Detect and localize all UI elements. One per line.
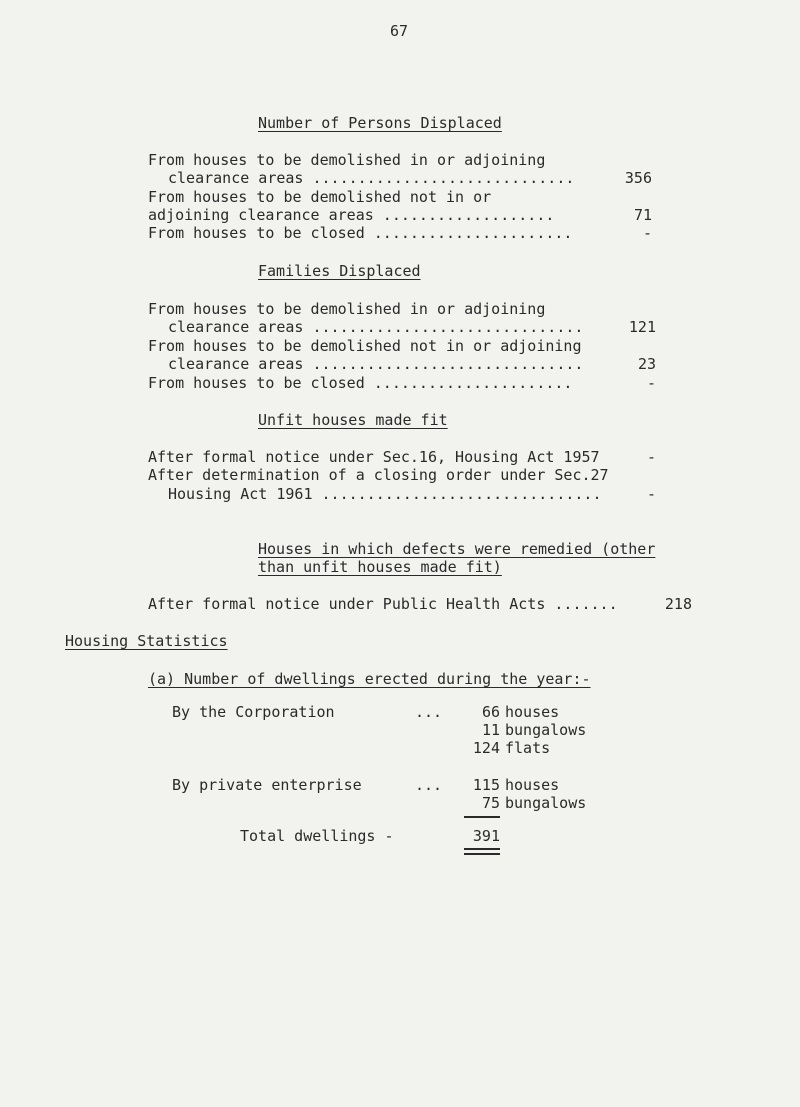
families-row-3-value: - bbox=[646, 374, 656, 392]
page-number: 67 bbox=[390, 22, 409, 40]
unfit-row-1-line1: After formal notice under Sec.16, Housing Act 1957 bbox=[148, 448, 600, 466]
total-double-rule-bottom bbox=[464, 853, 500, 855]
private-type-1: houses bbox=[505, 776, 560, 794]
total-label: Total dwellings - bbox=[240, 827, 394, 845]
corporation-count-1: 66 bbox=[481, 703, 500, 721]
families-row-3-line1: From houses to be closed ...................... bbox=[148, 374, 573, 392]
remedied-row-value: 218 bbox=[664, 595, 692, 613]
persons-row-3-line1: From houses to be closed ...................... bbox=[148, 224, 573, 242]
families-heading: Families Displaced bbox=[258, 262, 421, 280]
private-count-1: 115 bbox=[472, 776, 500, 794]
persons-row-1-value: 356 bbox=[624, 169, 652, 187]
subtotal-rule bbox=[464, 816, 500, 818]
persons-row-3-value: - bbox=[642, 224, 652, 242]
persons-row-2-line2: adjoining clearance areas ................... bbox=[148, 206, 555, 224]
remedied-heading-line1: Houses in which defects were remedied (other bbox=[258, 540, 656, 558]
total-double-rule-top bbox=[464, 848, 500, 850]
housing-subheading: (a) Number of dwellings erected during the year:- bbox=[148, 670, 591, 688]
housing-heading: Housing Statistics bbox=[65, 632, 228, 650]
persons-row-1-line2: clearance areas ............................. bbox=[168, 169, 575, 187]
families-row-2-line2: clearance areas .............................. bbox=[168, 355, 584, 373]
corporation-count-3: 124 bbox=[472, 739, 500, 757]
corporation-label: By the Corporation bbox=[172, 703, 335, 721]
private-type-2: bungalows bbox=[505, 794, 587, 812]
private-count-2: 75 bbox=[481, 794, 500, 812]
persons-row-2-line1: From houses to be demolished not in or bbox=[148, 188, 492, 206]
corporation-type-1: houses bbox=[505, 703, 560, 721]
families-row-1-value: 121 bbox=[628, 318, 656, 336]
corporation-count-2: 11 bbox=[481, 721, 500, 739]
unfit-row-2-value: - bbox=[646, 485, 656, 503]
corporation-dots: ... bbox=[415, 703, 443, 721]
families-row-1-line2: clearance areas .............................. bbox=[168, 318, 584, 336]
families-row-2-value: 23 bbox=[637, 355, 656, 373]
unfit-row-2-line2: Housing Act 1961 ............................... bbox=[168, 485, 602, 503]
families-row-2-line1: From houses to be demolished not in or adjoining bbox=[148, 337, 582, 355]
corporation-type-3: flats bbox=[505, 739, 551, 757]
unfit-heading: Unfit houses made fit bbox=[258, 411, 448, 429]
unfit-row-2-line1: After determination of a closing order under Sec.27 bbox=[148, 466, 609, 484]
private-dots: ... bbox=[415, 776, 443, 794]
persons-row-1-line1: From houses to be demolished in or adjoining bbox=[148, 151, 546, 169]
remedied-row-label: After formal notice under Public Health Acts ....... bbox=[148, 595, 618, 613]
total-value: 391 bbox=[472, 827, 500, 845]
unfit-row-1-value: - bbox=[646, 448, 656, 466]
persons-row-2-value: 71 bbox=[633, 206, 652, 224]
families-row-1-line1: From houses to be demolished in or adjoining bbox=[148, 300, 546, 318]
private-label: By private enterprise bbox=[172, 776, 362, 794]
remedied-heading-line2: than unfit houses made fit) bbox=[258, 558, 502, 576]
persons-heading: Number of Persons Displaced bbox=[258, 114, 502, 132]
corporation-type-2: bungalows bbox=[505, 721, 587, 739]
